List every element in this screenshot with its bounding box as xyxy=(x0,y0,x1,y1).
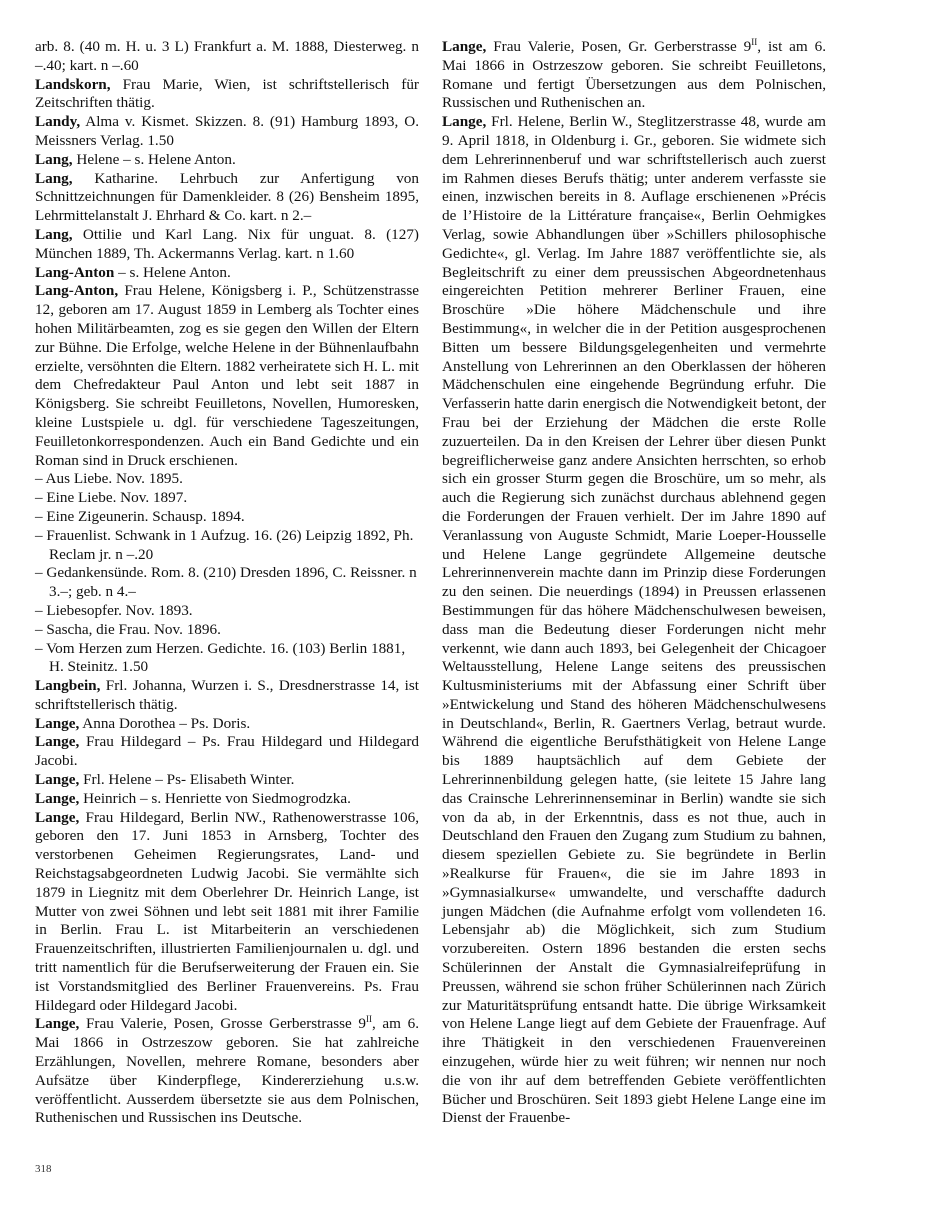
entry-text: Frau Hildegard – Ps. Frau Hildegard und Hildegard Jacobi. xyxy=(35,733,419,770)
entry-headword: Lange, xyxy=(35,714,80,732)
entry-text: Heinrich – s. Henriette von Siedmogrodzka. xyxy=(79,789,351,807)
list-item xyxy=(35,508,419,527)
list-item xyxy=(35,489,419,508)
lexicon-entry xyxy=(35,226,419,264)
entry-text: Frau Helene, Königsberg i. P., Schützenstrasse 12, geboren am 17. August 1859 in Lemberg als Tochter eines hohen Militärbeamten, zog es sie gegen den Willen der Eltern zur Bühne. Die Erfolge, welche Helene in der Bühnenlaufbahn erzielte, versöhnten die Eltern. 1882 verheiratete sich H. L. mit dem Chefredakteur Paul Anton und lebt seit 1887 in Königsberg. Sie schreibt Feuilletons, Novellen, Humoresken, kleine Lustspiele u. dgl. für verschiedene Tageszeitungen, Feuilletonkorrespondenzen. Auch ein Band Gedichte und ein Roman sind in Druck erschienen. xyxy=(35,282,419,469)
entry-text: – Eine Liebe. Nov. 1897. xyxy=(35,489,188,507)
entry-text: Frl. Johanna, Wurzen i. S., Dresdnerstrasse 14, ist schriftstellerisch thätig. xyxy=(35,677,419,713)
entry-headword: Lange, xyxy=(35,1015,80,1033)
entry-text: – Frauenlist. Schwank in 1 Aufzug. 16. (26) Leipzig 1892, Ph. Reclam jr. n –.20 xyxy=(35,526,414,563)
list-item xyxy=(35,470,419,489)
left-column xyxy=(35,38,419,1128)
entry-text: Frl. Helene – Ps- Elisabeth Winter. xyxy=(79,771,295,789)
list-item xyxy=(35,621,419,640)
entry-text: – Gedankensünde. Rom. 8. (210) Dresden 1896, C. Reissner. n 3.–; geb. n 4.– xyxy=(35,564,417,601)
lexicon-entry xyxy=(35,170,419,226)
lexicon-entry xyxy=(35,282,419,470)
entry-headword: Lange, xyxy=(35,789,80,807)
list-item xyxy=(35,602,419,621)
entry-headword: Lange, xyxy=(442,113,487,131)
entry-headword: Lang, xyxy=(35,150,73,168)
lexicon-entry xyxy=(35,1015,419,1128)
entry-headword: Lange, xyxy=(442,38,487,55)
superscript: II xyxy=(751,36,758,47)
entry-headword: Lang-Anton xyxy=(35,263,115,281)
entry-text: Frau Marie, Wien, ist schriftstellerisch für Zeitschriften thätig. xyxy=(35,75,419,112)
lexicon-entry xyxy=(442,38,826,113)
entry-text: Katharine. Lehrbuch zur Anfertigung von Schnittzeichnungen für Damenkleider. 8 (26) Bensheim 1895, Lehrmittelanstalt J. Ehrhard & Co. kart. n 2.– xyxy=(35,169,419,225)
page-number: 318 xyxy=(35,1163,52,1175)
lexicon-entry xyxy=(35,38,419,76)
entry-text: Helene – s. Helene Anton. xyxy=(72,150,236,168)
entry-text-continued: , am 6. Mai 1866 in Ostrzeszow geboren. Sie hat zahlreiche Erzählungen, Novellen, mehrere Romane, besonders aber Aufsätze über Kinderpflege, Kindererziehung u.s.w. veröffentlicht. Ausserdem übersetzte sie aus dem Polnischen, Ruthenischen und Russischen ins Deutsche. xyxy=(35,1015,419,1127)
entry-text: – Sascha, die Frau. Nov. 1896. xyxy=(35,620,221,638)
entry-text-continued: , ist am 6. Mai 1866 in Ostrzeszow geboren. Sie schreibt Feuilletons, Romane und fertigt Übersetzungen aus dem Polnischen, Russischen und Ruthenischen an. xyxy=(442,38,826,112)
entry-headword: Lange, xyxy=(35,771,80,789)
entry-headword: Langbein, xyxy=(35,677,101,695)
entry-text: Frau Valerie, Posen, Grosse Gerberstrasse 9 xyxy=(79,1015,366,1033)
entry-text: Frl. Helene, Berlin W., Steglitzerstrasse 48, wurde am 9. April 1818, in Oldenburg i. Gr., geboren. Sie widmete sich dem Lehrerinnenberuf und war schriftstellerisch auch zuerst im Rahmen dieses Berufs thätig; unter anderem verfasste sie einen, inzwischen bereits in 8. Auflage erschienenen »Précis de l’Histoire de la Littérature française«, Berlin Oehmigkes Verlag, sowie Abhandlungen über »Schillers philosophische Gedichte«, gl. Verlag. Im Jahre 1887 veröffentlichte sie, als Begleitschrift zu einer dem preussischen Abgeordnetenhaus eingereichten Petition mehrerer Berliner Frauen, eine Broschüre »Die höhere Mädchenschule und ihre Bestimmung«, in welcher die in der Petition ausgesprochenen Bitten um bessere Bildungsgelegenheiten und vermehrte Anstellung von Lehrerinnen an den Oberklassen der höheren Mädchenschulen eine eingehende Begründung erfuhr. Die Verfasserin hatte darin energisch die Notwendigkeit betont, der Frau bei der Erziehung der Mädchen die erste Rolle zuzuerteilen. Da in den Kreisen der Lehrer über diesen Punkt begreiflicherweise ganz andere Ansichten herrschten, so erhob sich ein grosser Sturm gegen die Broschüre, um so mehr, als auch die Regierung sich zunächst durchaus ablehnend gegen die Forderungen der Frauen verhielt. Der im Jahre 1890 auf Veranlassung von Auguste Schmidt, Marie Loeper-Housselle und Helene Lange gegründete Allgemeine deutsche Lehrerinnenverein machte dann im Prinzip diese Forderungen zu den seinen. Die neuerdings (1894) in Preussen erlassenen Bestimmungen für das höhere Mädchenschulwesen beweisen, dass man die Bedeutung dieser Forderungen nicht mehr verkennt, wie dann auch 1893, bei Gelegenheit der Chicagoer Weltausstellung, Helene Lange seitens des preussischen Kultusministeriums mit der Abfassung einer Schrift über »Entwickelung und Stand des höheren Mädchenschulwesens in Deutschland«, Berlin, R. Gaertners Verlag, betraut wurde. Während die eigentliche Berufsthätigkeit von Helene Lange bis 1889 hauptsächlich auf dem Gebiete der Lehrerinnenbildung gelegen hatte, (sie leitete 15 Jahre lang das Crainsche Lehrerinnenseminar in Berlin) wandte sie sich von da ab, in der Erkenntnis, dass es not thue, auch in Deutschland den Frauen den Zugang zum Studium zu bahnen, diesem speziellen Gebiete zu. Sie begründete in Berlin »Realkurse für Frauen«, die sie im Jahre 1893 in »Gymnasialkurse« umwandelte, und verschaffte dadurch jungen Mädchen (die Aufnahme erfolgt vom vollendeten 16. Lebensjahr ab) die Möglichkeit, sich zum Studium vorzubereiten. Ostern 1896 bestanden die ersten sechs Schülerinnen der Anstalt die Gymnasialreifeprüfung in Preussen, während sie schon früher Schülerinnen nach Zürich zur Maturitätsprüfung entsandt hatte. Die übrige Wirksamkeit von Helene Lange liegt auf dem Gebiete der Frauenfrage. Auf ihre Thätigkeit in den verschiedenen Frauenvereinen einzugehen, würde hier zu weit führen; wir nennen nur noch die von ihr auf dem betreffenden Gebiete veröffentlichten Bücher und Broschüren. Seit 1893 giebt Helene Lange eine im Dienst der Frauenbe- xyxy=(442,113,826,1127)
lexicon-entry xyxy=(35,790,419,809)
entry-text: Frau Hildegard, Berlin NW., Rathenowerstrasse 106, geboren den 17. Juni 1853 in Arnsberg, Tochter des verstorbenen Geheimen Regierungsrates, Land- und Reichstagsabgeordneten Ludwig Jacobi. Sie vermählte sich 1879 in Liegnitz mit dem Oberlehrer Dr. Heinrich Lange, ist Mutter von zwei Söhnen und lebt seit 1881 mit ihrer Familie in Berlin. Frau L. ist Mitarbeiterin an verschiedenen Frauenzeitschriften, illustrierten Familienjournalen u. dgl. und tritt namentlich für die Berufserweiterung der Frauen ein. Sie ist Vorstandsmitglied des Berliner Frauenvereins. Ps. Frau Hildegard oder Hildegard Jacobi. xyxy=(35,808,419,1014)
entry-text: Frau Valerie, Posen, Gr. Gerberstrasse 9 xyxy=(486,38,752,55)
entry-headword: Lange, xyxy=(35,808,80,826)
entry-text: Alma v. Kismet. Skizzen. 8. (91) Hamburg 1893, O. Meissners Verlag. 1.50 xyxy=(35,113,419,149)
lexicon-entry xyxy=(35,264,419,283)
entry-text: – s. Helene Anton. xyxy=(114,263,231,281)
entry-text: – Eine Zigeunerin. Schausp. 1894. xyxy=(35,507,245,525)
lexicon-entry xyxy=(35,113,419,151)
list-item xyxy=(35,564,419,602)
superscript: II xyxy=(365,1014,372,1025)
entry-text: – Liebesopfer. Nov. 1893. xyxy=(35,601,193,619)
entry-headword: Landskorn, xyxy=(35,75,111,93)
lexicon-entry xyxy=(35,715,419,734)
right-column xyxy=(442,38,826,1128)
entry-headword: Lange, xyxy=(35,733,80,751)
entry-text: Ottilie und Karl Lang. Nix für unguat. 8. (127) München 1889, Th. Ackermanns Verlag. kart. n 1.60 xyxy=(35,225,419,262)
lexicon-entry xyxy=(35,151,419,170)
entry-headword: Lang-Anton, xyxy=(35,282,119,300)
entry-headword: Lang, xyxy=(35,225,73,243)
lexicon-entry xyxy=(35,733,419,771)
list-item xyxy=(35,527,419,565)
entry-text: Anna Dorothea – Ps. Doris. xyxy=(79,714,251,732)
lexicon-entry xyxy=(442,113,826,1128)
lexicon-entry xyxy=(35,677,419,715)
lexicon-entry xyxy=(35,771,419,790)
entry-headword: Landy, xyxy=(35,113,81,131)
list-item xyxy=(35,640,419,678)
entry-headword: Lang, xyxy=(35,169,73,187)
entry-text: – Vom Herzen zum Herzen. Gedichte. 16. (103) Berlin 1881, H. Steinitz. 1.50 xyxy=(35,639,406,676)
entry-text: arb. 8. (40 m. H. u. 3 L) Frankfurt a. M. 1888, Diesterweg. n –.40; kart. n –.60 xyxy=(35,38,419,74)
lexicon-entry xyxy=(35,809,419,1016)
lexicon-entry xyxy=(35,76,419,114)
entry-text: – Aus Liebe. Nov. 1895. xyxy=(35,470,183,488)
